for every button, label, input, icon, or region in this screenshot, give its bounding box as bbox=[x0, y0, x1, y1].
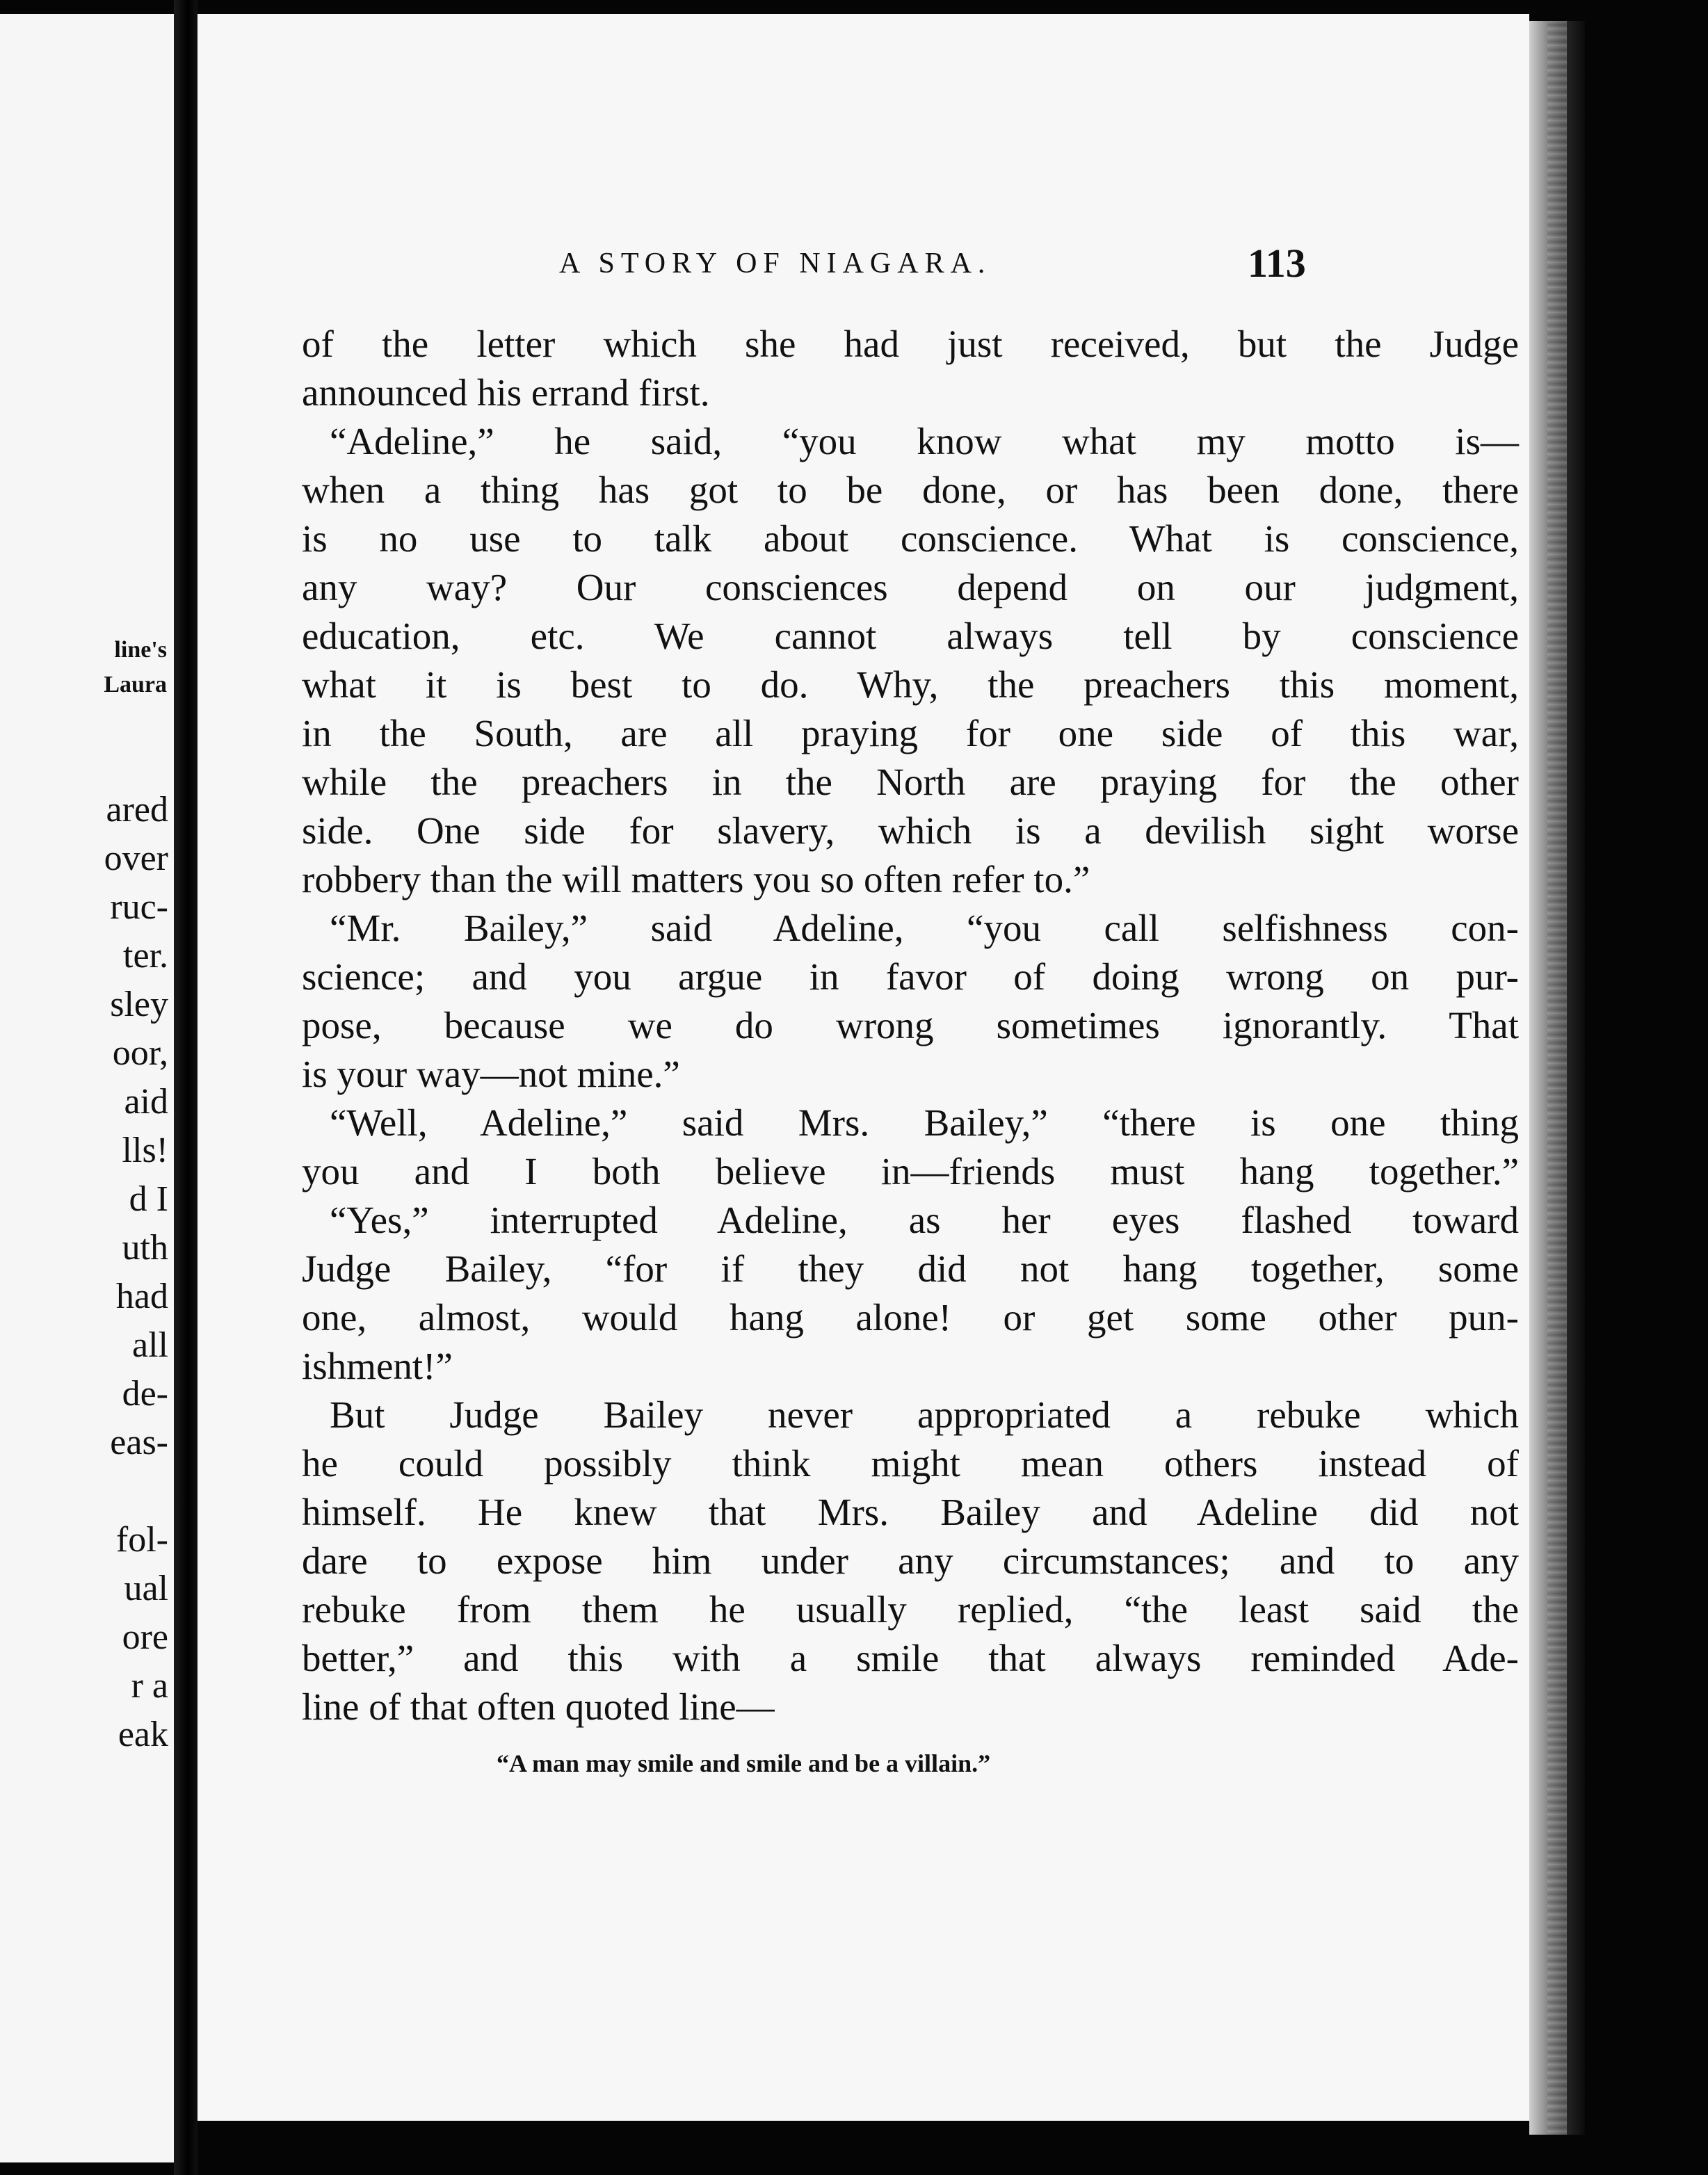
left-page-line: ter. bbox=[123, 936, 168, 976]
text-line: announced his errand first. bbox=[302, 371, 710, 414]
body-text bbox=[302, 320, 1519, 1731]
left-page-line: fol- bbox=[115, 1520, 168, 1560]
left-page-line: d I bbox=[129, 1179, 168, 1219]
text-line: of the letter which she had just received, but the Judge bbox=[302, 323, 1519, 365]
text-line: any way? Our consciences depend on our judgment, bbox=[302, 566, 1519, 608]
running-head bbox=[198, 240, 1529, 296]
left-page-lines bbox=[104, 786, 168, 1759]
quotation: “A man may smile and smile and be a villain.” bbox=[497, 1749, 991, 1777]
text-line: line of that often quoted line— bbox=[302, 1685, 775, 1728]
text-line: But Judge Bailey never appropriated a rebuke which bbox=[330, 1393, 1519, 1436]
text-line: himself. He knew that Mrs. Bailey and Adeline did not bbox=[302, 1491, 1519, 1533]
text-line: dare to expose him under any circumstances; and to any bbox=[302, 1539, 1519, 1582]
left-page-line: ual bbox=[124, 1569, 168, 1608]
text-line: you and I both believe in—friends must hang together.” bbox=[302, 1150, 1519, 1192]
left-page-line: oor, bbox=[112, 1033, 168, 1073]
book-page bbox=[198, 14, 1529, 2121]
book-spine-shadow bbox=[174, 0, 198, 2175]
left-page-line: eas- bbox=[110, 1423, 168, 1462]
text-line: he could possibly think might mean others instead of bbox=[302, 1442, 1519, 1485]
text-line: rebuke from them he usually replied, “the least said the bbox=[302, 1588, 1519, 1631]
left-page-line: had bbox=[115, 1277, 168, 1316]
text-line: one, almost, would hang alone! or get some other pun- bbox=[302, 1296, 1519, 1339]
left-page-line: lls! bbox=[122, 1131, 168, 1170]
text-line: “Well, Adeline,” said Mrs. Bailey,” “there is one thing bbox=[330, 1101, 1519, 1144]
left-page-text bbox=[0, 14, 174, 2162]
text-line: when a thing has got to be done, or has been done, there bbox=[302, 469, 1519, 511]
left-page-line: eak bbox=[118, 1715, 168, 1754]
text-line: “Yes,” interrupted Adeline, as her eyes flashed toward bbox=[330, 1199, 1519, 1241]
running-head-title: A STORY OF NIAGARA. bbox=[559, 248, 992, 280]
text-line: what it is best to do. Why, the preachers this moment, bbox=[302, 663, 1519, 706]
text-line: “Mr. Bailey,” said Adeline, “you call selfishness con- bbox=[330, 907, 1519, 949]
left-page-label: line's bbox=[114, 637, 167, 663]
left-page-line: sley bbox=[110, 985, 168, 1024]
left-page-line: ore bbox=[122, 1617, 168, 1657]
left-page-line: all bbox=[132, 1325, 168, 1365]
left-page-line: r a bbox=[131, 1666, 168, 1706]
left-page-line: ared bbox=[106, 790, 168, 830]
text-line: is no use to talk about conscience. What is conscience, bbox=[302, 517, 1519, 560]
text-line: while the preachers in the North are praying for the other bbox=[302, 761, 1519, 803]
left-page-line: uth bbox=[122, 1228, 168, 1268]
text-line: side. One side for slavery, which is a devilish sight worse bbox=[302, 809, 1519, 852]
page-edge-texture bbox=[1547, 21, 1567, 2135]
left-page-gap bbox=[104, 1467, 168, 1516]
text-line: better,” and this with a smile that always reminded Ade- bbox=[302, 1637, 1519, 1679]
text-line: is your way—not mine.” bbox=[302, 1053, 680, 1095]
left-page-label: Laura bbox=[104, 672, 167, 697]
text-line: education, etc. We cannot always tell by conscience bbox=[302, 615, 1519, 657]
page-number: 113 bbox=[1248, 241, 1306, 286]
text-line: “Adeline,” he said, “you know what my motto is— bbox=[330, 420, 1519, 462]
adjacent-left-page bbox=[0, 14, 179, 2162]
left-page-line: over bbox=[104, 839, 168, 878]
left-page-line: de- bbox=[122, 1374, 168, 1414]
text-line: ishment!” bbox=[302, 1345, 453, 1387]
text-line: pose, because we do wrong sometimes ignorantly. That bbox=[302, 1004, 1519, 1046]
left-page-line: aid bbox=[124, 1082, 168, 1122]
text-line: Judge Bailey, “for if they did not hang together, some bbox=[302, 1247, 1519, 1290]
text-line: in the South, are all praying for one side of this war, bbox=[302, 712, 1519, 754]
left-page-line: ruc- bbox=[110, 887, 168, 927]
text-line: robbery than the will matters you so often refer to.” bbox=[302, 858, 1090, 900]
text-line: science; and you argue in favor of doing wrong on pur- bbox=[302, 955, 1519, 998]
